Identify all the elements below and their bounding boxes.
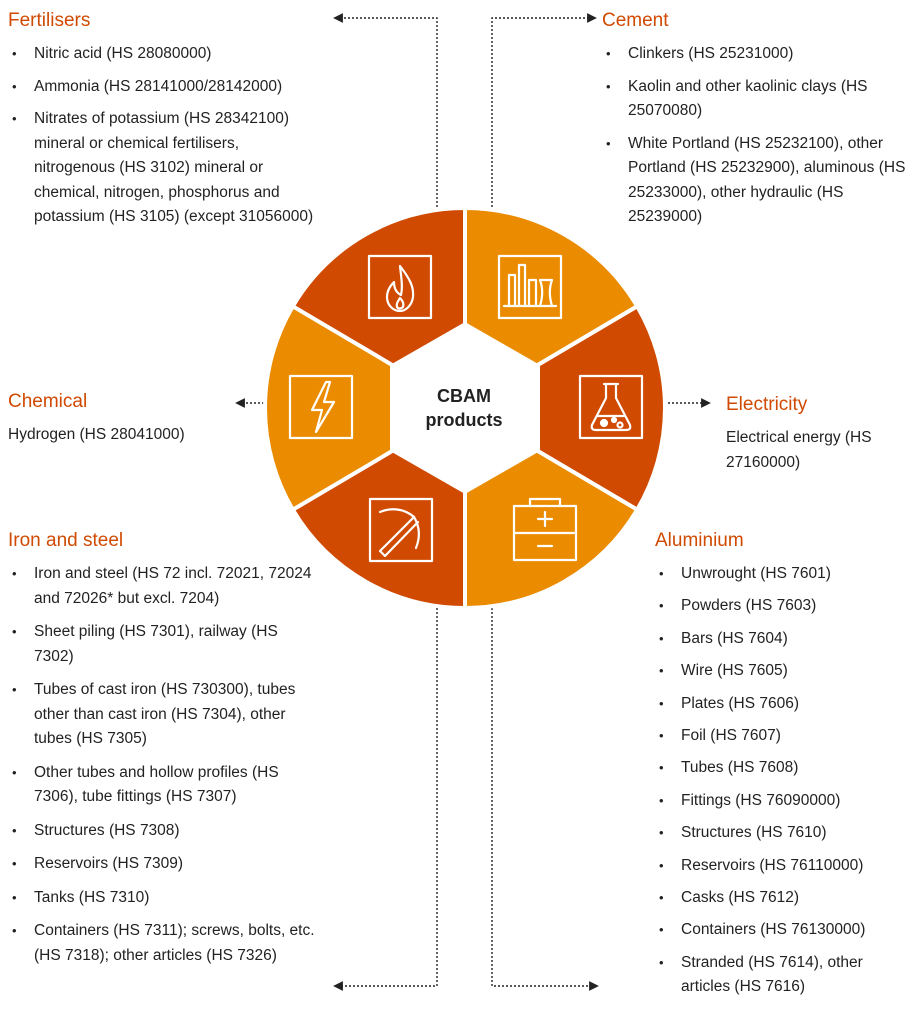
list-item: • Ammonia (HS 28141000/28142000) (8, 75, 318, 100)
list-item: • Clinkers (HS 25231000) (602, 42, 912, 67)
list-item: • Reservoirs (HS 76110000) (655, 854, 915, 879)
list-item: • Structures (HS 7610) (655, 821, 915, 846)
center-label-line2: products (425, 410, 503, 430)
aluminium-title: Aluminium (655, 530, 744, 551)
electricity-title: Electricity (726, 394, 808, 415)
section-fertilisers (8, 10, 318, 238)
chemical-text: Hydrogen (HS 28041000) (8, 426, 185, 443)
list-item: • Kaolin and other kaolinic clays (HS 25070080) (602, 75, 912, 124)
connector-iron-steel (338, 600, 437, 986)
center-label-line1: CBAM (437, 386, 491, 406)
list-item: • Nitrates of potassium (HS 28342100) mineral or chemical fertilisers, nitrogenous (HS 3102) mineral or chemical, nitrogen, phosphorus and potassium (HS 3105) (except 31056000) (8, 107, 318, 230)
list-item: • White Portland (HS 25232100), other Portland (HS 25232900), aluminous (HS 25233000), other hydraulic (HS 25239000) (602, 132, 912, 230)
list-item: • Powders (HS 7603) (655, 594, 915, 619)
fertilisers-title: Fertilisers (8, 10, 91, 31)
list-item: • Unwrought (HS 7601) (655, 562, 915, 587)
list-item: • Fittings (HS 76090000) (655, 789, 915, 814)
list-item: • Bars (HS 7604) (655, 627, 915, 652)
list-item: • Sheet piling (HS 7301), railway (HS 7302) (8, 620, 318, 669)
list-item: • Tubes (HS 7608) (655, 756, 915, 781)
list-item: • Containers (HS 7311); screws, bolts, etc. (HS 7318); other articles (HS 7326) (8, 919, 318, 968)
list-item: • Other tubes and hollow profiles (HS 7306), tube fittings (HS 7307) (8, 761, 318, 810)
section-aluminium (655, 530, 915, 1008)
cement-title: Cement (602, 10, 669, 31)
section-iron-steel (8, 530, 318, 977)
list-item: • Reservoirs (HS 7309) (8, 852, 318, 877)
list-item: • Stranded (HS 7614), other articles (HS 7616) (655, 951, 915, 1000)
section-electricity (726, 394, 906, 475)
list-item: • Tanks (HS 7310) (8, 886, 318, 911)
iron-steel-title: Iron and steel (8, 530, 124, 551)
chemical-title: Chemical (8, 391, 88, 412)
electricity-text: Electrical energy (HS 27160000) (726, 429, 872, 471)
center-label (399, 384, 529, 432)
section-cement (602, 10, 912, 238)
list-item: • Containers (HS 76130000) (655, 918, 915, 943)
cement-list (602, 42, 912, 230)
list-item: • Foil (HS 7607) (655, 724, 915, 749)
list-item: • Tubes of cast iron (HS 730300), tubes other than cast iron (HS 7304), other tubes (HS 7305) (8, 678, 318, 752)
list-item: • Wire (HS 7605) (655, 659, 915, 684)
list-item: • Casks (HS 7612) (655, 886, 915, 911)
aluminium-list (655, 562, 915, 1000)
list-item: • Structures (HS 7308) (8, 819, 318, 844)
iron-steel-list (8, 562, 318, 968)
list-item: • Iron and steel (HS 72 incl. 72021, 72024 and 72026* but excl. 7204) (8, 562, 318, 611)
connector-cement (492, 18, 592, 215)
fertilisers-list (8, 42, 318, 230)
section-chemical (8, 391, 238, 448)
connector-fertilisers (338, 18, 437, 215)
list-item: • Nitric acid (HS 28080000) (8, 42, 318, 67)
list-item: • Plates (HS 7606) (655, 692, 915, 717)
connector-aluminium (492, 600, 594, 986)
